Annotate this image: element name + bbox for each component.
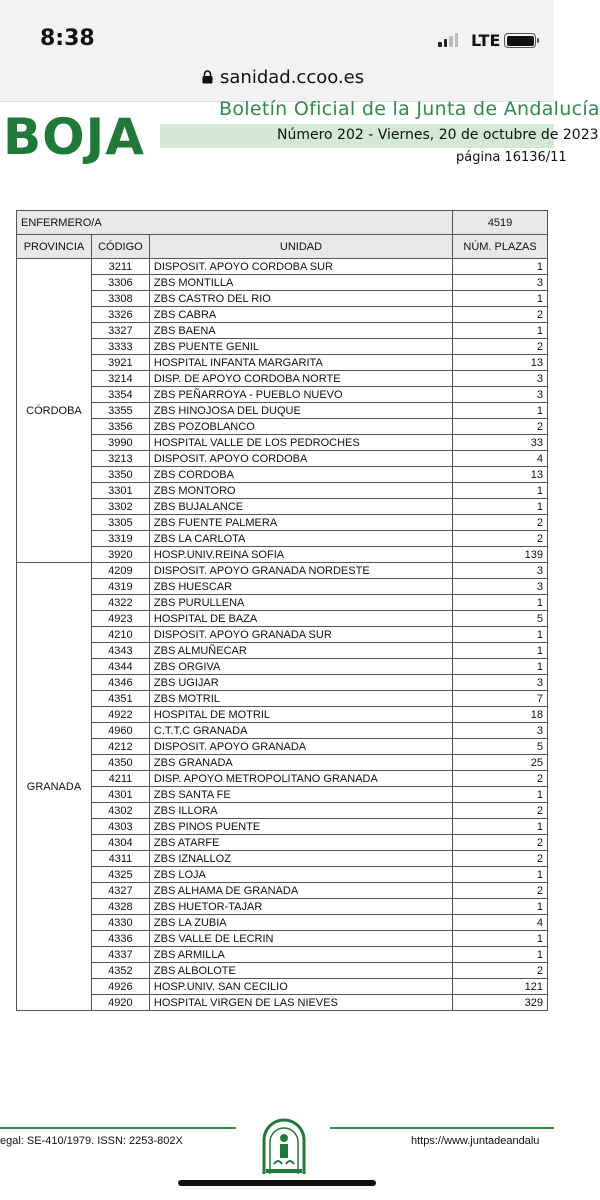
places-cell: 1 xyxy=(453,931,548,947)
table-row xyxy=(17,851,548,867)
unit-cell: ZBS GRANADA xyxy=(149,755,452,771)
table-row xyxy=(17,467,548,483)
unit-cell: DISPOSIT. APOYO GRANADA NORDESTE xyxy=(149,563,452,579)
code-cell: 4325 xyxy=(91,867,149,883)
places-cell: 5 xyxy=(453,611,548,627)
places-cell: 3 xyxy=(453,675,548,691)
unit-cell: ZBS HUETOR-TAJAR xyxy=(149,899,452,915)
unit-cell: HOSP.UNIV.REINA SOFIA xyxy=(149,547,452,563)
code-cell: 4350 xyxy=(91,755,149,771)
code-cell: 3920 xyxy=(91,547,149,563)
code-cell: 4311 xyxy=(91,851,149,867)
table-row xyxy=(17,611,548,627)
table-row xyxy=(17,915,548,931)
unit-cell: ZBS LOJA xyxy=(149,867,452,883)
code-cell: 3333 xyxy=(91,339,149,355)
places-cell: 1 xyxy=(453,595,548,611)
boja-logo: BOJA xyxy=(3,108,145,166)
table-row xyxy=(17,515,548,531)
code-cell: 4344 xyxy=(91,659,149,675)
unit-cell: HOSPITAL DE MOTRIL xyxy=(149,707,452,723)
battery-icon xyxy=(504,33,536,48)
code-cell: 4319 xyxy=(91,579,149,595)
places-cell: 7 xyxy=(453,691,548,707)
category-total: 4519 xyxy=(453,211,548,235)
category-label: ENFERMERO/A xyxy=(17,211,453,235)
unit-cell: ZBS MOTRIL xyxy=(149,691,452,707)
places-cell: 3 xyxy=(453,723,548,739)
table-row xyxy=(17,803,548,819)
bulletin-number: Número 202 - Viernes, 20 de octubre de 2023 xyxy=(277,127,599,143)
status-time: 8:38 xyxy=(40,26,95,51)
places-cell: 2 xyxy=(453,851,548,867)
table-row xyxy=(17,339,548,355)
code-cell: 3355 xyxy=(91,403,149,419)
places-cell: 1 xyxy=(453,627,548,643)
table-row xyxy=(17,531,548,547)
table-row xyxy=(17,691,548,707)
places-cell: 4 xyxy=(453,451,548,467)
province-cell: CÓRDOBA xyxy=(17,259,92,563)
unit-cell: ZBS CASTRO DEL RIO xyxy=(149,291,452,307)
unit-cell: ZBS ATARFE xyxy=(149,835,452,851)
code-cell: 4303 xyxy=(91,819,149,835)
unit-cell: HOSP.UNIV. SAN CECILIO xyxy=(149,979,452,995)
unit-cell: ZBS LA CARLOTA xyxy=(149,531,452,547)
column-header-province: PROVINCIA xyxy=(17,235,92,259)
unit-cell: DISP. DE APOYO CORDOBA NORTE xyxy=(149,371,452,387)
unit-cell: HOSPITAL VALLE DE LOS PEDROCHES xyxy=(149,435,452,451)
unit-cell: ZBS VALLE DE LECRIN xyxy=(149,931,452,947)
places-cell: 1 xyxy=(453,291,548,307)
unit-cell: ZBS BUJALANCE xyxy=(149,499,452,515)
table-row xyxy=(17,307,548,323)
code-cell: 3308 xyxy=(91,291,149,307)
places-cell: 1 xyxy=(453,483,548,499)
table-row xyxy=(17,627,548,643)
places-cell: 1 xyxy=(453,787,548,803)
column-header-unit: UNIDAD xyxy=(149,235,452,259)
places-cell: 1 xyxy=(453,323,548,339)
table-row xyxy=(17,259,548,275)
places-cell: 3 xyxy=(453,563,548,579)
places-cell: 1 xyxy=(453,643,548,659)
bulletin-title: Boletín Oficial de la Junta de Andalucía xyxy=(219,98,600,120)
unit-cell: ZBS PURULLENA xyxy=(149,595,452,611)
address-bar[interactable] xyxy=(0,62,554,102)
lock-icon xyxy=(202,70,213,84)
table-row xyxy=(17,995,548,1011)
unit-cell: ZBS ARMILLA xyxy=(149,947,452,963)
places-cell: 2 xyxy=(453,771,548,787)
table-row xyxy=(17,435,548,451)
status-bar xyxy=(0,0,554,62)
table-row xyxy=(17,947,548,963)
unit-cell: HOSPITAL DE BAZA xyxy=(149,611,452,627)
unit-cell: ZBS ILLORA xyxy=(149,803,452,819)
table-row xyxy=(17,483,548,499)
footer-legal: egal: SE-410/1979. ISSN: 2253-802X xyxy=(0,1135,183,1147)
code-cell: 3921 xyxy=(91,355,149,371)
places-cell: 3 xyxy=(453,275,548,291)
places-cell: 2 xyxy=(453,515,548,531)
table-row xyxy=(17,403,548,419)
home-indicator[interactable] xyxy=(178,1180,376,1186)
code-cell: 4302 xyxy=(91,803,149,819)
unit-cell: HOSPITAL VIRGEN DE LAS NIEVES xyxy=(149,995,452,1011)
code-cell: 4211 xyxy=(91,771,149,787)
province-cell: GRANADA xyxy=(17,563,92,1011)
unit-cell: ZBS CORDOBA xyxy=(149,467,452,483)
places-cell: 3 xyxy=(453,579,548,595)
code-cell: 4328 xyxy=(91,899,149,915)
unit-cell: C.T.T.C GRANADA xyxy=(149,723,452,739)
column-header-row xyxy=(17,235,548,259)
unit-cell: ZBS IZNALLOZ xyxy=(149,851,452,867)
places-cell: 2 xyxy=(453,963,548,979)
code-cell: 4212 xyxy=(91,739,149,755)
places-cell: 1 xyxy=(453,819,548,835)
table-row xyxy=(17,723,548,739)
places-cell: 2 xyxy=(453,307,548,323)
table-row xyxy=(17,739,548,755)
code-cell: 4304 xyxy=(91,835,149,851)
url-text[interactable]: sanidad.ccoo.es xyxy=(220,67,365,88)
places-cell: 121 xyxy=(453,979,548,995)
table-row xyxy=(17,387,548,403)
places-cell: 3 xyxy=(453,371,548,387)
unit-cell: ZBS HINOJOSA DEL DUQUE xyxy=(149,403,452,419)
table-row xyxy=(17,883,548,899)
column-header-places: NÚM. PLAZAS xyxy=(453,235,548,259)
unit-cell: ZBS PEÑARROYA - PUEBLO NUEVO xyxy=(149,387,452,403)
table-row xyxy=(17,867,548,883)
table-row xyxy=(17,323,548,339)
footer-link[interactable]: https://www.juntadeandalu xyxy=(411,1135,540,1147)
code-cell: 4343 xyxy=(91,643,149,659)
places-cell: 2 xyxy=(453,531,548,547)
unit-cell: ZBS ALMUÑECAR xyxy=(149,643,452,659)
places-cell: 1 xyxy=(453,659,548,675)
unit-cell: ZBS UGIJAR xyxy=(149,675,452,691)
table-row xyxy=(17,899,548,915)
code-cell: 3214 xyxy=(91,371,149,387)
code-cell: 4960 xyxy=(91,723,149,739)
unit-cell: ZBS BAENA xyxy=(149,323,452,339)
unit-cell: ZBS FUENTE PALMERA xyxy=(149,515,452,531)
places-cell: 2 xyxy=(453,419,548,435)
table-row xyxy=(17,451,548,467)
footer-rule-left xyxy=(0,1127,236,1129)
code-cell: 3213 xyxy=(91,451,149,467)
code-cell: 4923 xyxy=(91,611,149,627)
code-cell: 4337 xyxy=(91,947,149,963)
table-row xyxy=(17,931,548,947)
code-cell: 3326 xyxy=(91,307,149,323)
network-type: LTE xyxy=(471,31,501,50)
places-cell: 3 xyxy=(453,387,548,403)
table-row xyxy=(17,579,548,595)
code-cell: 4920 xyxy=(91,995,149,1011)
unit-cell: ZBS LA ZUBIA xyxy=(149,915,452,931)
code-cell: 3302 xyxy=(91,499,149,515)
code-cell: 3990 xyxy=(91,435,149,451)
unit-cell: HOSPITAL INFANTA MARGARITA xyxy=(149,355,452,371)
table-row xyxy=(17,563,548,579)
places-cell: 1 xyxy=(453,947,548,963)
category-row xyxy=(17,211,548,235)
code-cell: 4210 xyxy=(91,627,149,643)
code-cell: 4301 xyxy=(91,787,149,803)
table-row xyxy=(17,787,548,803)
places-cell: 329 xyxy=(453,995,548,1011)
footer-rule-right xyxy=(330,1127,554,1129)
table-row xyxy=(17,675,548,691)
code-cell: 3301 xyxy=(91,483,149,499)
code-cell: 4922 xyxy=(91,707,149,723)
table-row xyxy=(17,291,548,307)
table-row xyxy=(17,355,548,371)
places-cell: 18 xyxy=(453,707,548,723)
unit-cell: ZBS PINOS PUENTE xyxy=(149,819,452,835)
code-cell: 4351 xyxy=(91,691,149,707)
table-row xyxy=(17,819,548,835)
code-cell: 3354 xyxy=(91,387,149,403)
signal-icon xyxy=(438,33,458,47)
code-cell: 4336 xyxy=(91,931,149,947)
table-row xyxy=(17,547,548,563)
unit-cell: ZBS SANTA FE xyxy=(149,787,452,803)
places-table xyxy=(16,210,548,1011)
code-cell: 3350 xyxy=(91,467,149,483)
code-cell: 3211 xyxy=(91,259,149,275)
places-cell: 1 xyxy=(453,867,548,883)
code-cell: 3306 xyxy=(91,275,149,291)
code-cell: 4352 xyxy=(91,963,149,979)
places-cell: 4 xyxy=(453,915,548,931)
unit-cell: ZBS ALBOLOTE xyxy=(149,963,452,979)
code-cell: 4346 xyxy=(91,675,149,691)
places-cell: 5 xyxy=(453,739,548,755)
code-cell: 4330 xyxy=(91,915,149,931)
places-cell: 1 xyxy=(453,499,548,515)
table-row xyxy=(17,659,548,675)
unit-cell: ZBS PUENTE GENIL xyxy=(149,339,452,355)
places-cell: 33 xyxy=(453,435,548,451)
table-row xyxy=(17,707,548,723)
unit-cell: DISPOSIT. APOYO GRANADA xyxy=(149,739,452,755)
unit-cell: ZBS ALHAMA DE GRANADA xyxy=(149,883,452,899)
unit-cell: ZBS MONTORO xyxy=(149,483,452,499)
code-cell: 4327 xyxy=(91,883,149,899)
table-row xyxy=(17,963,548,979)
table-row xyxy=(17,499,548,515)
table-row xyxy=(17,643,548,659)
code-cell: 4322 xyxy=(91,595,149,611)
unit-cell: ZBS MONTILLA xyxy=(149,275,452,291)
unit-cell: DISPOSIT. APOYO CORDOBA SUR xyxy=(149,259,452,275)
places-cell: 139 xyxy=(453,547,548,563)
unit-cell: ZBS CABRA xyxy=(149,307,452,323)
table-row xyxy=(17,595,548,611)
places-cell: 2 xyxy=(453,339,548,355)
places-cell: 2 xyxy=(453,835,548,851)
places-cell: 1 xyxy=(453,259,548,275)
table-row xyxy=(17,419,548,435)
places-cell: 13 xyxy=(453,355,548,371)
table-row xyxy=(17,771,548,787)
junta-emblem-icon xyxy=(258,1114,310,1178)
unit-cell: DISPOSIT. APOYO GRANADA SUR xyxy=(149,627,452,643)
places-cell: 2 xyxy=(453,883,548,899)
places-cell: 2 xyxy=(453,803,548,819)
places-cell: 1 xyxy=(453,403,548,419)
code-cell: 3356 xyxy=(91,419,149,435)
table-row xyxy=(17,979,548,995)
table-row xyxy=(17,835,548,851)
code-cell: 3319 xyxy=(91,531,149,547)
unit-cell: ZBS HUESCAR xyxy=(149,579,452,595)
page-number: página 16136/11 xyxy=(456,150,567,165)
table-row xyxy=(17,371,548,387)
table-row xyxy=(17,275,548,291)
places-cell: 13 xyxy=(453,467,548,483)
unit-cell: ZBS POZOBLANCO xyxy=(149,419,452,435)
places-cell: 1 xyxy=(453,899,548,915)
table-row xyxy=(17,755,548,771)
column-header-code: CÓDIGO xyxy=(91,235,149,259)
unit-cell: DISP. APOYO METROPOLITANO GRANADA xyxy=(149,771,452,787)
code-cell: 3305 xyxy=(91,515,149,531)
code-cell: 4209 xyxy=(91,563,149,579)
code-cell: 3327 xyxy=(91,323,149,339)
unit-cell: DISPOSIT. APOYO CORDOBA xyxy=(149,451,452,467)
unit-cell: ZBS ORGIVA xyxy=(149,659,452,675)
places-cell: 25 xyxy=(453,755,548,771)
code-cell: 4926 xyxy=(91,979,149,995)
